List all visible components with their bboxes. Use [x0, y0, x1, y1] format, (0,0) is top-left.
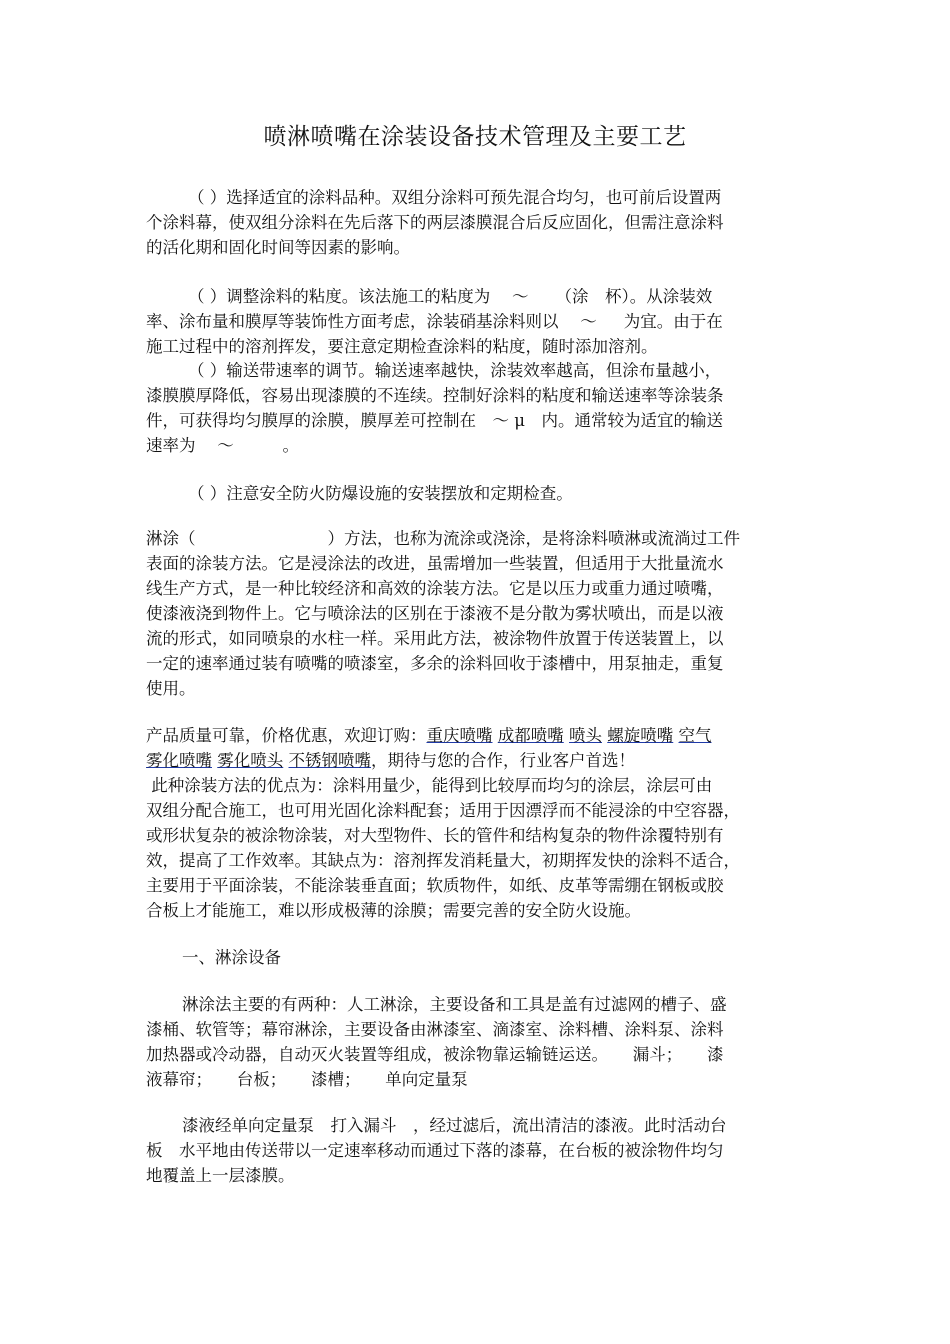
text-line: 漆液经单向定量泵 打入漏斗 ，经过滤后，流出清洁的漆液。此时活动台	[182, 1116, 727, 1135]
text-line: 地覆盖上一层漆膜。	[146, 1166, 295, 1185]
text-line: （ ）输送带速率的调节。输送速率越快，涂装效率越高，但涂布量越小，	[188, 361, 722, 380]
text-line: 使漆液浇到物件上。它与喷涂法的区别在于漆液不是分散为雾状喷出，而是以液	[146, 604, 724, 623]
text-line	[146, 723, 810, 748]
paragraph-flow-coating-intro	[146, 526, 810, 701]
link-air[interactable]: 空气	[678, 726, 712, 745]
text-line: 加热器或冷动器，自动灭火装置等组成，被涂物靠运输链运送。 漏斗； 漆	[146, 1045, 724, 1064]
paragraph-equipment	[146, 992, 810, 1092]
text-line: 双组分配合施工，也可用光固化涂料配套；适用于因漂浮而不能浸涂的中空容器，	[146, 801, 740, 820]
text-line: 率、涂布量和膜厚等装饰性方面考虑，涂装硝基涂料则以 ～ 为宜。由于在	[146, 312, 723, 331]
text-line: 淋涂法主要的有两种：人工淋涂，主要设备和工具是盖有过滤网的槽子、盛	[182, 995, 727, 1014]
text-line: 此种涂装方法的优点为：涂料用量少，能得到比较厚而均匀的涂层，涂层可由	[146, 776, 713, 795]
text-line: （ ）注意安全防火防爆设施的安装摆放和定期检查。	[188, 484, 573, 503]
document-title: 喷淋喷嘴在涂装设备技术管理及主要工艺	[263, 124, 687, 150]
text-line: 主要用于平面涂装，不能涂装垂直面；软质物件，如纸、皮革等需绷在钢板或胶	[146, 876, 724, 895]
heading-equipment: 一、淋涂设备	[182, 948, 281, 967]
text-line: 使用。	[146, 679, 196, 698]
link-atomizing-spray-head[interactable]: 雾化喷头	[217, 751, 284, 770]
text-line: （ ）调整涂料的粘度。该法施工的粘度为 ～ （涂 杯）。从涂装效	[188, 287, 713, 306]
text-line: （ ）选择适宜的涂料品种。双组分涂料可预先混合均匀，也可前后设置两	[188, 188, 722, 207]
paragraph-conveyor-speed	[146, 358, 810, 458]
paragraph-process	[146, 1113, 810, 1188]
promo-prefix: 产品质量可靠，价格优惠，欢迎订购：	[146, 726, 427, 745]
link-chongqing-nozzle[interactable]: 重庆喷嘴	[426, 726, 493, 745]
link-chengdu-nozzle[interactable]: 成都喷嘴	[497, 726, 564, 745]
link-spray-head[interactable]: 喷头	[569, 726, 602, 745]
text-line: 表面的涂装方法。它是浸涂法的改进，虽需增加一些装置，但适用于大批量流水	[146, 554, 724, 573]
text-line: 合板上才能施工，难以形成极薄的涂膜；需要完善的安全防火设施。	[146, 901, 641, 920]
promo-paragraph	[146, 723, 810, 773]
section-heading	[146, 945, 810, 970]
text-line: 漆膜膜厚降低，容易出现漆膜的不连续。控制好涂料的粘度和输送速率等涂装条	[146, 386, 724, 405]
text-line: 线生产方式，是一种比较经济和高效的涂装方法。它是以压力或重力通过喷嘴，	[146, 579, 724, 598]
text-line: 流的形式，如同喷泉的水柱一样。采用此方法，被涂物件放置于传送装置上，以	[146, 629, 724, 648]
text-line: 淋涂（ ）方法，也称为流涂或浇涂，是将涂料喷淋或流淌过工件	[146, 529, 740, 548]
text-line: 液幕帘； 台板； 漆槽； 单向定量泵	[146, 1070, 468, 1089]
text-line	[146, 748, 810, 773]
paragraph-viscosity	[146, 284, 810, 359]
link-atomizing-nozzle[interactable]: 雾化喷嘴	[146, 751, 212, 770]
paragraph-safety	[146, 481, 810, 506]
text-line: 或形状复杂的被涂物涂装，对大型物件、长的管件和结构复杂的物件涂覆特别有	[146, 826, 724, 845]
text-line: 施工过程中的溶剂挥发，要注意定期检查涂料的粘度，随时添加溶剂。	[146, 337, 658, 356]
text-line: 效，提高了工作效率。其缺点为：溶剂挥发消耗量大，初期挥发快的涂料不适合，	[146, 851, 740, 870]
text-line: 一定的速率通过装有喷嘴的喷漆室，多余的涂料回收于漆槽中，用泵抽走，重复	[146, 654, 724, 673]
link-stainless-nozzle[interactable]: 不锈钢喷嘴	[288, 751, 371, 770]
paragraph-select-coating	[146, 185, 810, 260]
text-line: 个涂料幕，使双组分涂料在先后落下的两层漆膜混合后反应固化，但需注意涂料	[146, 213, 724, 232]
text-line: 漆桶、软管等；幕帘淋涂，主要设备由淋漆室、滴漆室、涂料槽、涂料泵、涂料	[146, 1020, 724, 1039]
text-line: 板 水平地由传送带以一定速率移动而通过下落的漆幕，在台板的被涂物件均匀	[146, 1141, 724, 1160]
link-spiral-nozzle[interactable]: 螺旋喷嘴	[607, 726, 674, 745]
text-line: 速率为 ～ 。	[146, 436, 299, 455]
text-line: 件，可获得均匀膜厚的涂膜，膜厚差可控制在 ～ μ 内。通常较为适宜的输送	[146, 411, 723, 430]
promo-suffix: ，期待与您的合作，行业客户首选！	[371, 751, 635, 770]
text-line: 的活化期和固化时间等因素的影响。	[146, 238, 410, 257]
paragraph-pros-cons	[146, 773, 810, 923]
